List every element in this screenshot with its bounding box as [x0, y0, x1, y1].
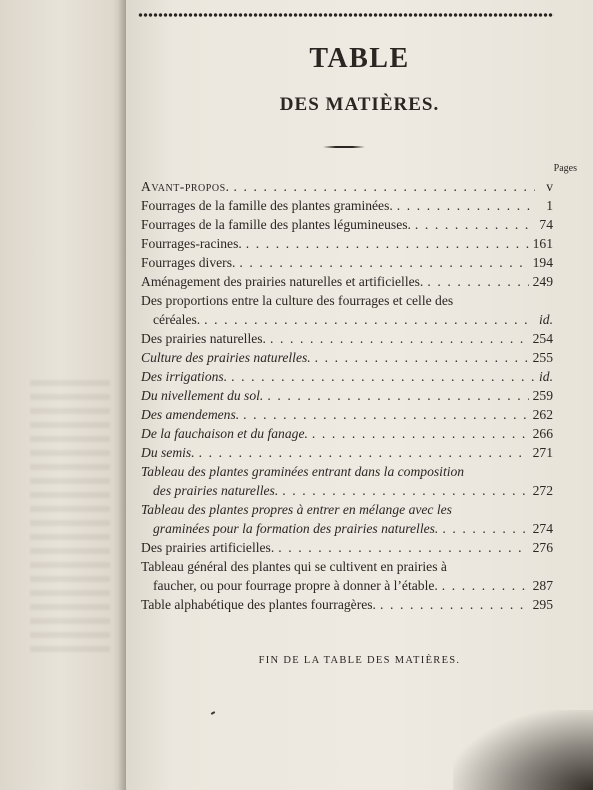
toc-entry: [141, 291, 553, 329]
dot-leader: [243, 405, 528, 424]
dot-leader: [270, 329, 529, 348]
toc-page-number: v: [546, 179, 553, 194]
toc-entry-text: De la fauchaison et du fanage.: [141, 426, 308, 441]
dot-leader: [442, 576, 529, 595]
ink-speck: [211, 711, 215, 715]
toc-entry-text-cont: céréales.: [153, 312, 201, 327]
toc-entry-text: Fourrages divers.: [141, 255, 236, 270]
toc-page-number: 266: [532, 426, 553, 441]
toc-page-number: id.: [539, 312, 553, 327]
toc-entry: [141, 500, 553, 538]
page-title: TABLE: [309, 43, 410, 74]
toc-entry-text: Du nivellement du sol.: [141, 388, 264, 403]
ornament-dash: [323, 146, 365, 148]
dotted-rule: [138, 12, 554, 18]
toc-page-number: 262: [532, 407, 553, 422]
dot-leader: [234, 177, 535, 196]
table-of-contents: [141, 177, 553, 614]
toc-page-number: 194: [532, 255, 553, 270]
toc-entry-text: Des irrigations.: [141, 369, 228, 384]
toc-entry: [141, 443, 553, 462]
toc-entry: [141, 177, 553, 196]
toc-entry: [141, 557, 553, 595]
toc-entry: [141, 424, 553, 443]
dot-leader: [267, 386, 528, 405]
toc-page-number: 276: [532, 540, 553, 555]
toc-entry: [141, 253, 553, 272]
dot-leader: [199, 443, 529, 462]
left-page: [0, 0, 132, 790]
toc-entry-text: Culture des prairies naturelles.: [141, 350, 311, 365]
toc-entry-text: Fourrages-racines.: [141, 236, 242, 251]
toc-entry: [141, 329, 553, 348]
dot-leader: [246, 234, 529, 253]
toc-entry: [141, 462, 553, 500]
toc-entry-text: Des prairies artificielles.: [141, 540, 275, 555]
toc-entry: [141, 272, 553, 291]
toc-page-number: 259: [532, 388, 553, 403]
toc-entry-text-cont: graminées pour la formation des prairies naturelles.: [153, 521, 439, 536]
toc-page-number: 272: [532, 483, 553, 498]
pages-column-header: Pages: [553, 163, 577, 174]
toc-page-number: 249: [532, 274, 553, 289]
dot-leader: [239, 253, 528, 272]
toc-entry-text: Des proportions entre la culture des fourrages et celle des: [141, 293, 454, 308]
dot-leader: [231, 367, 535, 386]
toc-entry-text: Table alphabétique des plantes fourragères.: [141, 597, 376, 612]
dot-leader: [315, 348, 529, 367]
toc-entry: [141, 386, 553, 405]
toc-entry-text: Du semis.: [141, 445, 195, 460]
dot-leader: [312, 424, 529, 443]
corner-shadow: [453, 710, 593, 790]
toc-entry-text: Aménagement des prairies naturelles et artificielles.: [141, 274, 424, 289]
toc-page-number: 287: [532, 578, 553, 593]
toc-entry: [141, 348, 553, 367]
toc-page-number: 271: [532, 445, 553, 460]
toc-entry: [141, 595, 553, 614]
toc-entry-text: Des prairies naturelles.: [141, 331, 266, 346]
toc-entry: [141, 215, 553, 234]
dot-leader: [442, 519, 528, 538]
toc-entry: [141, 234, 553, 253]
toc-entry: [141, 538, 553, 557]
dot-leader: [397, 196, 535, 215]
dot-leader: [204, 310, 535, 329]
page-subtitle: DES MATIÈRES.: [279, 94, 440, 115]
toc-entry-text-cont: des prairies naturelles.: [153, 483, 279, 498]
toc-page-number: 161: [532, 236, 553, 251]
toc-entry-text: Fourrages de la famille des plantes légumineuses.: [141, 217, 411, 232]
toc-entry: [141, 367, 553, 386]
dot-leader: [415, 215, 535, 234]
toc-entry-text-cont: faucher, ou pour fourrage propre à donner à l’étable.: [153, 578, 438, 593]
toc-page-number: 255: [532, 350, 553, 365]
toc-entry-text: Tableau des plantes propres à entrer en mélange avec les: [141, 502, 452, 517]
toc-page-number: 1: [546, 198, 553, 213]
toc-entry-text: Avant-propos.: [141, 179, 230, 194]
dot-leader: [427, 272, 528, 291]
toc-entry: [141, 405, 553, 424]
toc-page-number: id.: [539, 369, 553, 384]
dot-leader: [282, 481, 528, 500]
toc-entry-text: Tableau général des plantes qui se cultivent en prairies à: [141, 559, 447, 574]
toc-page-number: 295: [532, 597, 553, 612]
toc-entry-text: Tableau des plantes graminées entrant dans la composition: [141, 464, 465, 479]
toc-page-number: 74: [539, 217, 553, 232]
toc-entry-text: Fourrages de la famille des plantes graminées.: [141, 198, 393, 213]
right-page: [126, 0, 593, 790]
toc-page-number: 254: [532, 331, 553, 346]
dot-leader: [380, 595, 529, 614]
show-through-text: [30, 380, 110, 660]
toc-page-number: 274: [532, 521, 553, 536]
toc-entry: [141, 196, 553, 215]
dot-leader: [278, 538, 528, 557]
end-note: FIN DE LA TABLE DES MATIÈRES.: [258, 655, 461, 666]
toc-entry-text: Des amendemens.: [141, 407, 240, 422]
